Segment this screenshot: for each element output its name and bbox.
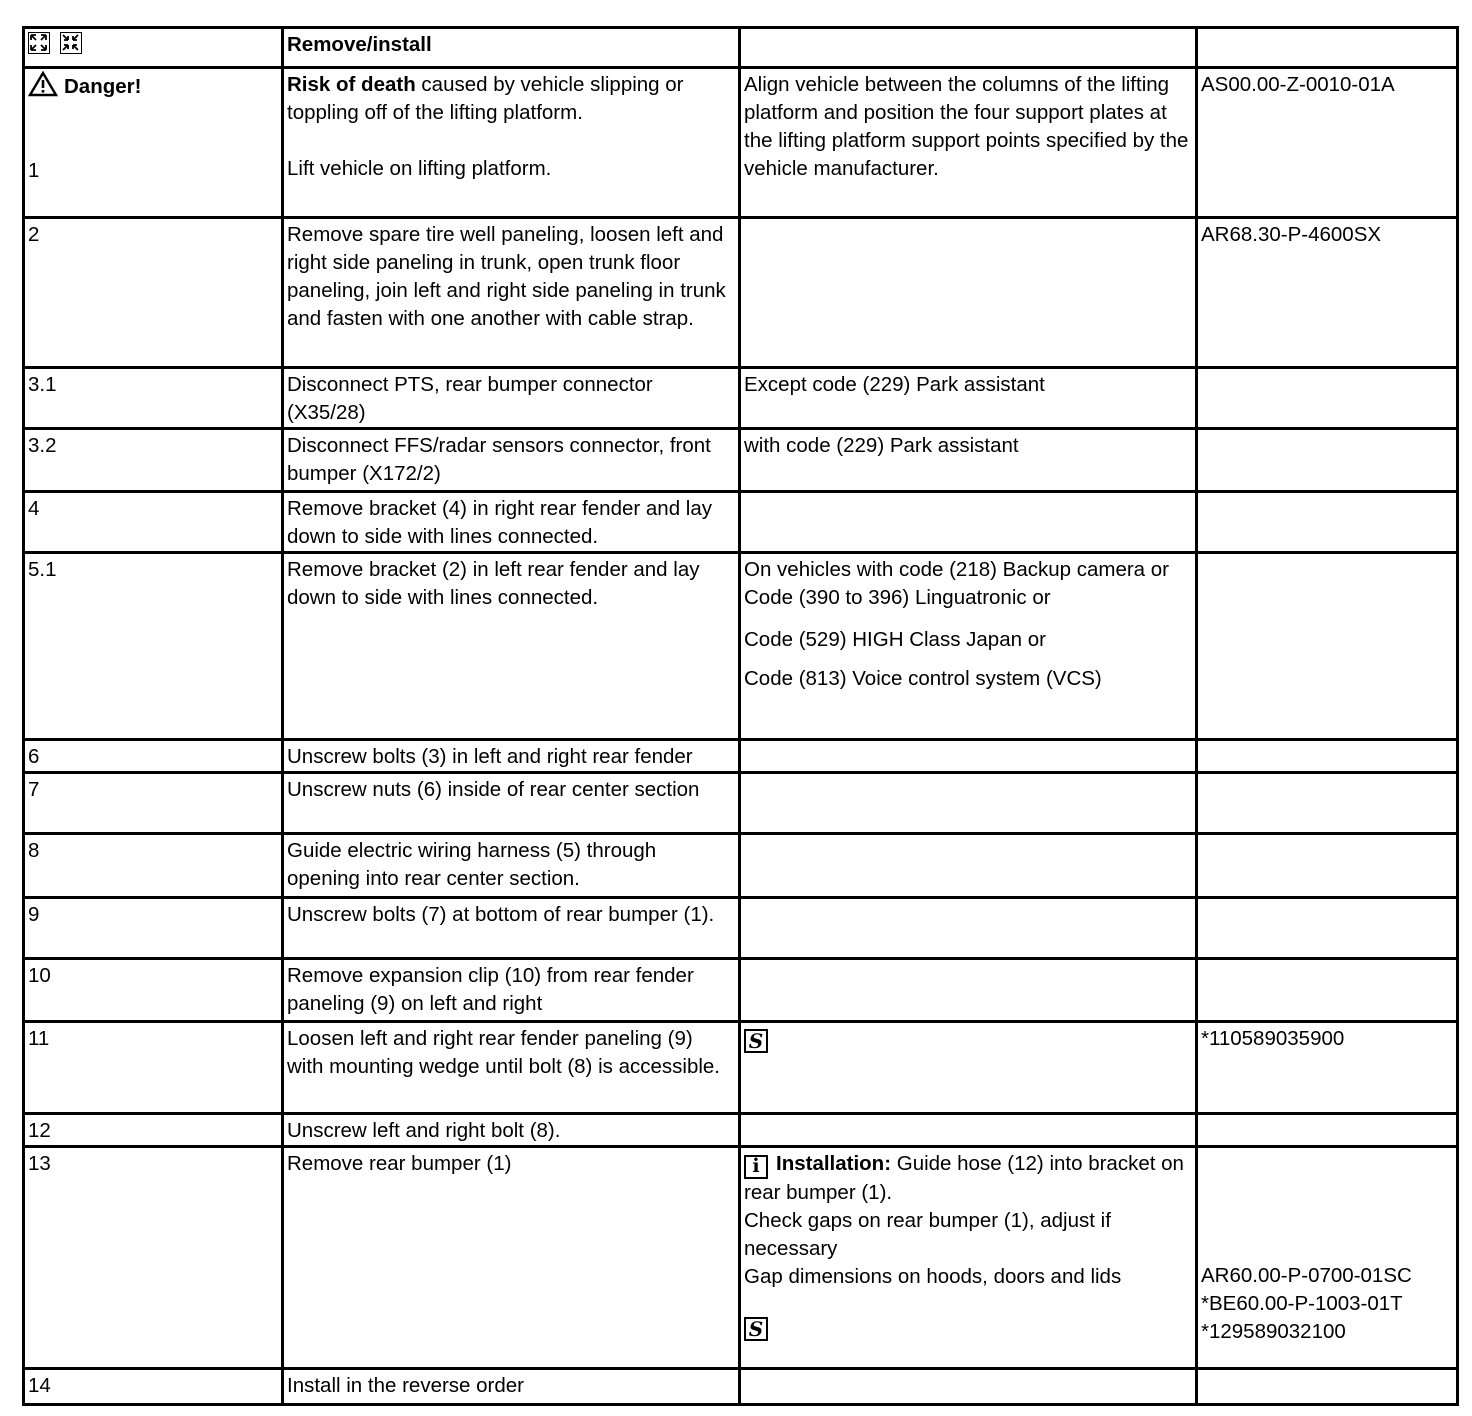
step-number: 8 [24,834,283,898]
check-gaps-note: Check gaps on rear bumper (1), adjust if necessary [744,1209,1111,1260]
step-cell [24,68,283,218]
action-text: Disconnect PTS, rear bumper connector (X35/28) [283,368,740,429]
note-cell [740,1147,1197,1369]
installation-note: i Installation: Guide hose (12) into bracket on rear bumper (1). [744,1152,1184,1204]
gap-dimensions-note: Gap dimensions on hoods, doors and lids [744,1265,1122,1288]
note-line: Code (529) HIGH Class Japan or [744,628,1046,651]
note-cell [740,773,1197,834]
step-row [24,1114,1458,1147]
step-row [24,773,1458,834]
note-cell [740,834,1197,898]
note-cell [740,553,1197,740]
risk-text: Risk of death caused by vehicle slipping or toppling off of the lifting platform. [287,73,684,124]
note-cell [740,1114,1197,1147]
procedure-table [22,26,1459,1406]
action-text: Remove expansion clip (10) from rear fender paneling (9) on left and right [283,959,740,1022]
ref-cell [1197,834,1458,898]
note-cell [740,218,1197,368]
danger-label: Danger! [28,71,277,101]
step-row [24,898,1458,959]
step-number: 3.2 [24,429,283,492]
step-row [24,368,1458,429]
note-line: Code (813) Voice control system (VCS) [744,667,1102,690]
action-text: Remove bracket (4) in right rear fender and lay down to side with lines connected. [283,492,740,553]
step-number: 9 [24,898,283,959]
step-row [24,218,1458,368]
step-number: 13 [24,1147,283,1369]
action-cell [283,68,740,218]
action-text: Remove spare tire well paneling, loosen left and right side paneling in trunk, open trunk floor paneling, join left and right side paneling in trunk and fasten with one another with cable strap. [283,218,740,368]
action-text: Unscrew left and right bolt (8). [283,1114,740,1147]
action-text: Unscrew bolts (3) in left and right rear fender [283,740,740,773]
step-number: 6 [24,740,283,773]
header-icons-cell [24,28,283,68]
action-text: Loosen left and right rear fender paneling (9) with mounting wedge until bolt (8) is accessible. [283,1022,740,1114]
step-row [24,1022,1458,1114]
ref-cell [1197,740,1458,773]
step-row [24,1147,1458,1369]
ref-cell [1197,1147,1458,1369]
step-row [24,959,1458,1022]
action-text: Guide electric wiring harness (5) through opening into rear center section. [283,834,740,898]
step-number: 5.1 [24,553,283,740]
ref-cell [1197,1369,1458,1405]
note-cell [740,492,1197,553]
step-number: 10 [24,959,283,1022]
note-line: On vehicles with code (218) Backup camera or [744,558,1170,581]
note-cell [740,1022,1197,1114]
step-number: 14 [24,1369,283,1405]
ref-link[interactable]: *129589032100 [1201,1320,1346,1343]
special-tool-icon[interactable]: S [744,1029,768,1053]
note-line: Code (390 to 396) Linguatronic or [744,586,1051,609]
action-text: Unscrew nuts (6) inside of rear center section [283,773,740,834]
expand-icon[interactable] [28,32,50,54]
ref-cell [1197,368,1458,429]
step-row [24,492,1458,553]
action-text: Unscrew bolts (7) at bottom of rear bumper (1). [283,898,740,959]
note-cell [740,740,1197,773]
note-cell [740,898,1197,959]
note-cell [740,959,1197,1022]
ref-link[interactable]: AR60.00-P-0700-01SC [1201,1264,1412,1287]
ref-cell [1197,553,1458,740]
header-row [24,28,1458,68]
step-row [24,834,1458,898]
ref-cell [1197,429,1458,492]
danger-row [24,68,1458,218]
note-cell [740,1369,1197,1405]
action-text: Remove bracket (2) in left rear fender and lay down to side with lines connected. [283,553,740,740]
ref-cell [1197,959,1458,1022]
info-icon[interactable]: i [744,1155,768,1179]
action-text: Remove rear bumper (1) [283,1147,740,1369]
ref-cell [1197,492,1458,553]
step-row [24,1369,1458,1405]
step-number: 12 [24,1114,283,1147]
ref-cell[interactable]: AS00.00-Z-0010-01A [1197,68,1458,218]
header-empty-cell [740,28,1197,68]
special-tool-icon[interactable]: S [744,1317,768,1341]
ref-cell [1197,773,1458,834]
step-number: 4 [24,492,283,553]
ref-cell[interactable]: *110589035900 [1197,1022,1458,1114]
note-cell: Align vehicle between the columns of the lifting platform and position the four support plates at the lifting platform support points specified by the vehicle manufacturer. [740,68,1197,218]
ref-link[interactable]: *BE60.00-P-1003-01T [1201,1292,1403,1315]
tool-line [744,1313,1191,1341]
step-number: 11 [24,1022,283,1114]
step-row [24,429,1458,492]
header-title: Remove/install [283,28,740,68]
step-row [24,553,1458,740]
step-number: 3.1 [24,368,283,429]
note-cell: Except code (229) Park assistant [740,368,1197,429]
action-text: Install in the reverse order [283,1369,740,1405]
warning-triangle-icon [28,71,58,97]
step-number: 1 [28,159,40,182]
note-cell: with code (229) Park assistant [740,429,1197,492]
step-number: 7 [24,773,283,834]
ref-cell [1197,898,1458,959]
ref-cell[interactable]: AR68.30-P-4600SX [1197,218,1458,368]
action-text: Disconnect FFS/radar sensors connector, front bumper (X172/2) [283,429,740,492]
collapse-icon[interactable] [60,32,82,54]
ref-cell [1197,1114,1458,1147]
step-number: 2 [24,218,283,368]
header-empty-cell [1197,28,1458,68]
risk-bold: Risk of death [287,73,416,96]
step-row [24,740,1458,773]
action-text: Lift vehicle on lifting platform. [287,157,552,180]
